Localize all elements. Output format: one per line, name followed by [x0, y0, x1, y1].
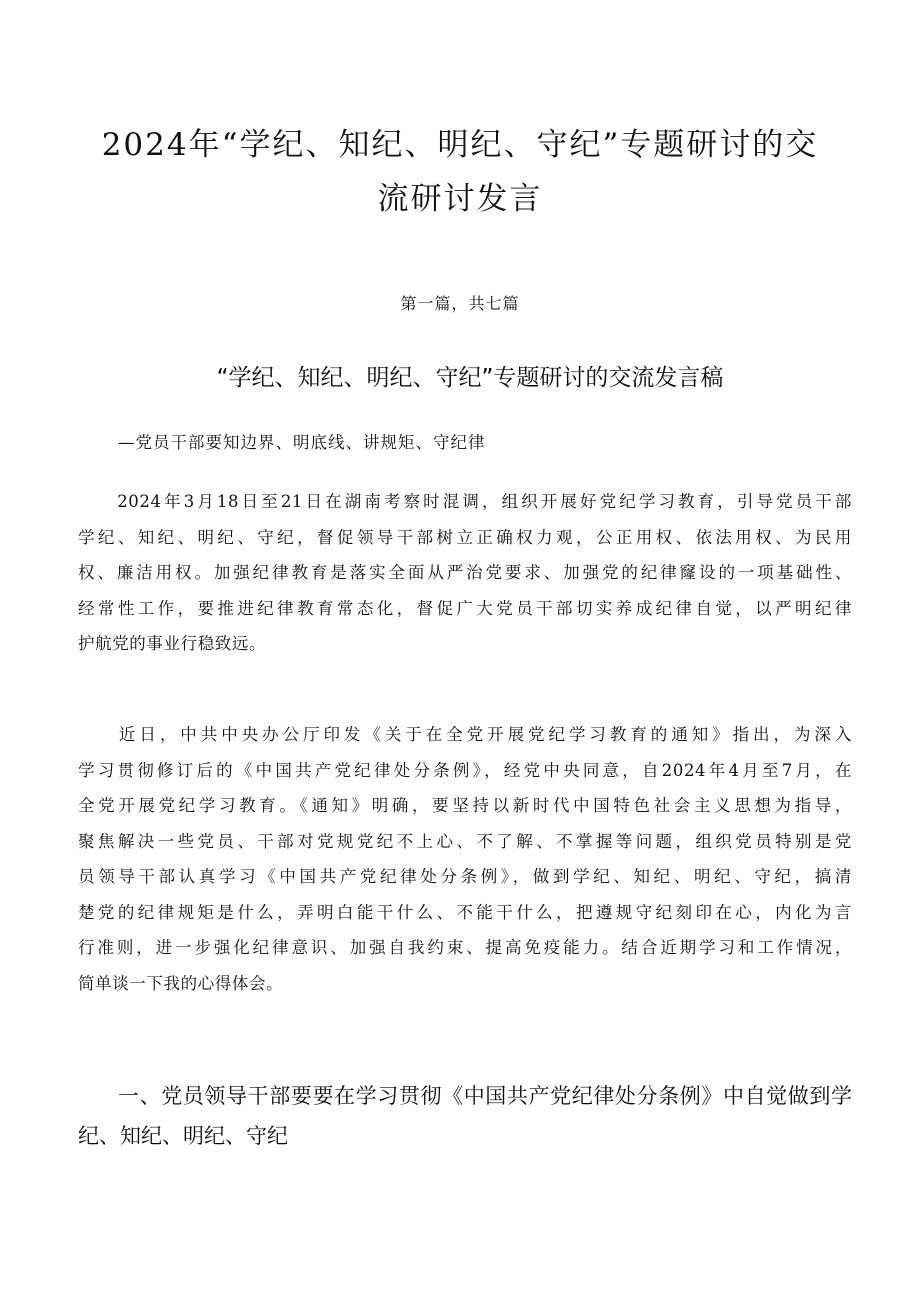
paragraph-line: 全党开展党纪学习教育。《通知》明确，要坚持以新时代中国特色社会主义思想为指导， — [78, 796, 852, 815]
document-title — [70, 118, 850, 226]
paragraph-2 — [78, 717, 852, 1001]
paragraph-line: 楚党的纪律规矩是什么，弄明白能干什么、不能干什么，把遵规守纪刻印在心，内化为言 — [78, 902, 852, 922]
article-subtitle: —党员干部要知边界、明底线、讲规矩、守纪律 — [118, 433, 486, 452]
paragraph-line: 行准则，进一步强化纪律意识、加强自我约束、提高免疫能力。结合近期学习和工作情况， — [78, 938, 852, 957]
section-heading-1 — [78, 1076, 852, 1156]
paragraph-line: 学习贯彻修订后的《中国共产党纪律处分条例》，经党中央同意，自2024年4月至7月，在 — [78, 760, 852, 780]
paragraph-line: 经常性工作，要推进纪律教育常态化，督促广大党员干部切实养成纪律自觉，以严明纪律 — [78, 598, 852, 618]
paragraph-line: 学纪、知纪、明纪、守纪，督促领导干部树立正确权力观，公正用权、依法用权、为民用 — [78, 527, 852, 547]
paragraph-line: 权、廉洁用权。加强纪律教育是落实全面从严治党要求、加强党的纪律窿设的一项基础性、 — [78, 563, 852, 582]
paragraph-line: 聚焦解决一些党员、干部对党规党纪不上心、不了解、不掌握等问题，组织党员特别是党 — [78, 831, 852, 851]
section-heading-line: 纪、知纪、明纪、守纪 — [78, 1124, 288, 1148]
paragraph-1 — [78, 484, 852, 662]
title-line: 2024年“学纪、知纪、明纪、守纪”专题研讨的交 — [101, 127, 819, 163]
paragraph-line: 护航党的事业行稳致远。 — [78, 634, 267, 653]
article-title: “学纪、知纪、明纪、守纪”专题研讨的交流发言稿 — [216, 365, 724, 391]
paragraph-line: 员领导干部认真学习《中国共产党纪律处分条例》，做到学纪、知纪、明纪、守纪，搞清 — [78, 867, 852, 886]
paragraph-line: 2024年3月18日至21日在湖南考察时混调，组织开展好党纪学习教育，引导党员干部 — [78, 492, 852, 511]
paragraph-line: 简单谈一下我的心得体会。 — [78, 973, 284, 993]
title-line: 流研讨发言 — [377, 181, 543, 217]
part-label: 第一篇，共七篇 — [400, 294, 520, 313]
section-heading-line: 一、党员领导干部要要在学习贯彻《中国共产党纪律处分条例》中自觉做到学 — [118, 1084, 852, 1108]
paragraph-line: 近日，中共中央办公厅印发《关于在全党开展党纪学习教育的通知》指出，为深入 — [78, 725, 852, 744]
